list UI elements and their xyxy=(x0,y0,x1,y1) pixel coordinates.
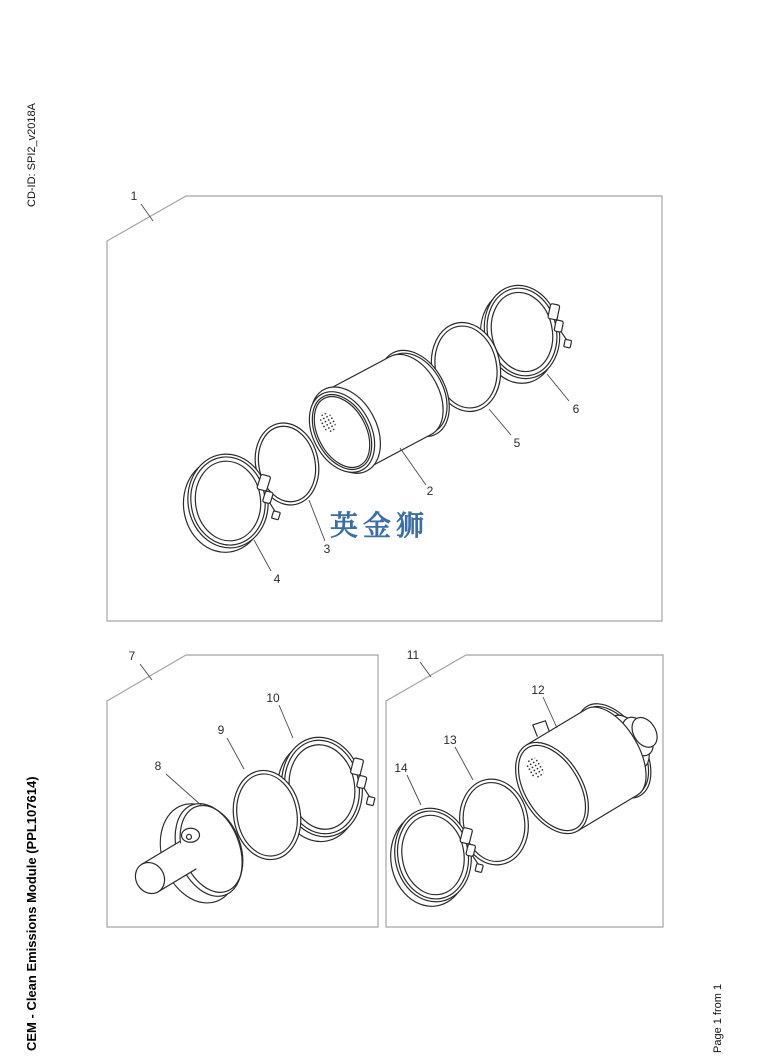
callout-10: 10 xyxy=(266,691,280,705)
callout-9: 9 xyxy=(217,723,225,737)
callout-12: 12 xyxy=(531,683,545,697)
page-number-label: Page 1 from 1 xyxy=(712,983,724,1053)
watermark-text: 英金狮 xyxy=(330,509,430,542)
callout-14: 14 xyxy=(394,761,408,775)
document-title: CEM - Clean Emissions Module (PPL107614) xyxy=(24,776,39,1051)
callout-7: 7 xyxy=(128,649,136,663)
callout-2: 2 xyxy=(426,484,434,498)
callout-13: 13 xyxy=(443,733,457,747)
callout-11: 11 xyxy=(406,648,420,662)
callout-8: 8 xyxy=(154,759,162,773)
callout-4: 4 xyxy=(273,572,281,586)
callout-6: 6 xyxy=(572,402,580,416)
cd-id-label: CD-ID: SPI2_v2018A xyxy=(26,103,38,207)
callout-5: 5 xyxy=(513,436,521,450)
callout-1: 1 xyxy=(130,189,138,203)
line-art xyxy=(130,276,681,914)
callout-3: 3 xyxy=(323,542,331,556)
